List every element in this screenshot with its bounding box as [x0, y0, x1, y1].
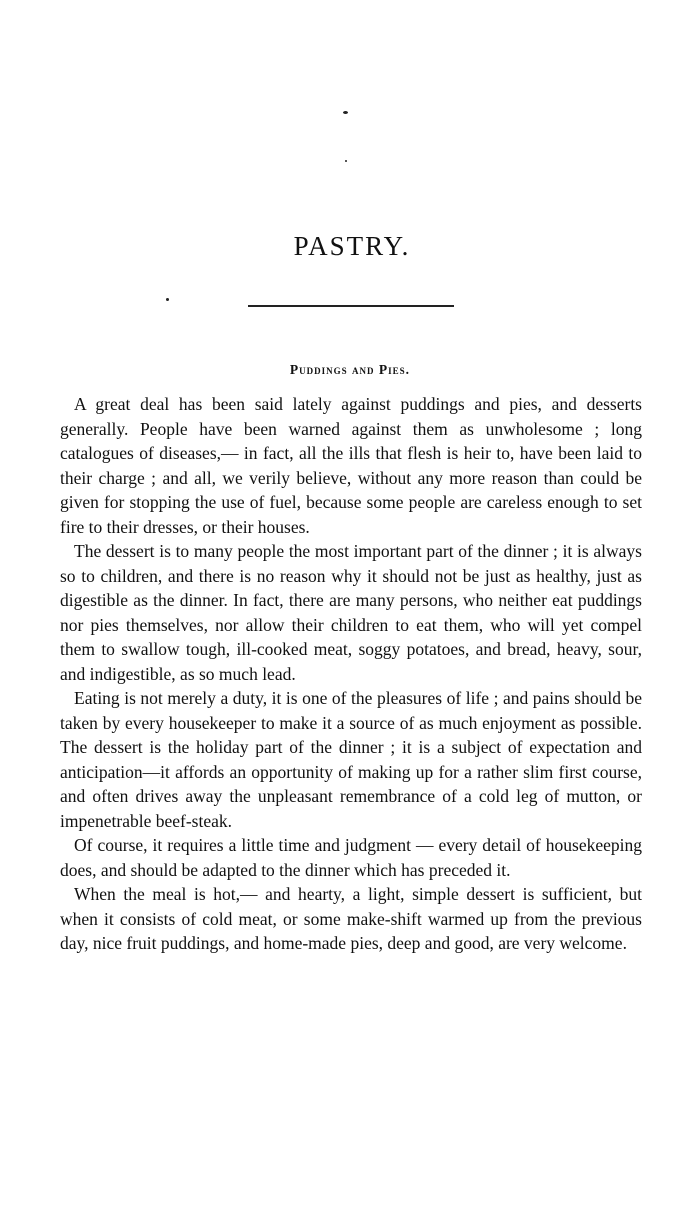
ink-speck [343, 111, 348, 114]
section-subtitle: Puddings and Pies. [289, 362, 411, 377]
ink-speck [345, 160, 347, 162]
title-rule [248, 305, 454, 307]
paragraph: A great deal has been said lately against puddings and pies, and desserts generally. People have been warned against them as unwholesome ; long catalogues of diseases,— in fact, all the ills that flesh is heir to, have been laid to their charge ; and all, we verily believe, without any more reason than could be given for stopping the use of fuel, because some people are careless enough to set fire to their dresses, or their houses. [60, 394, 642, 537]
paragraph: Of course, it requires a little time and judgment — every detail of housekeeping does, and should be adapted to the dinner which has preceded it. [60, 835, 642, 880]
paragraph: The dessert is to many people the most important part of the dinner ; it is always so to children, and there is no reason why it should not be just as healthy, just as digestible as the dinner. In fact, there are many persons, who neither eat puddings nor pies themselves, nor allow their children to eat them, who will yet compel them to swallow tough, ill-cooked meat, soggy potatoes, and bread, heavy, sour, and indigestible, as so much lead. [60, 541, 642, 684]
paragraph: Eating is not merely a duty, it is one of the pleasures of life ; and pains should be taken by every housekeeper to make it a source of as much enjoyment as possible. The dessert is the holiday part of the dinner ; it is a subject of expectation and anticipation—it affords an opportunity of making up for a rather slim first course, and often drives away the unpleasant remembrance of a cold leg of mutton, or impenetrable beef-steak. [60, 688, 642, 831]
paragraph: When the meal is hot,— and hearty, a light, simple dessert is sufficient, but when it consists of cold meat, or some make-shift warmed up from the previous day, nice fruit puddings, and home-made pies, deep and good, are very welcome. [60, 884, 642, 953]
ink-speck [166, 298, 169, 301]
chapter-title: PASTRY. [293, 231, 411, 261]
body-text [60, 392, 642, 956]
